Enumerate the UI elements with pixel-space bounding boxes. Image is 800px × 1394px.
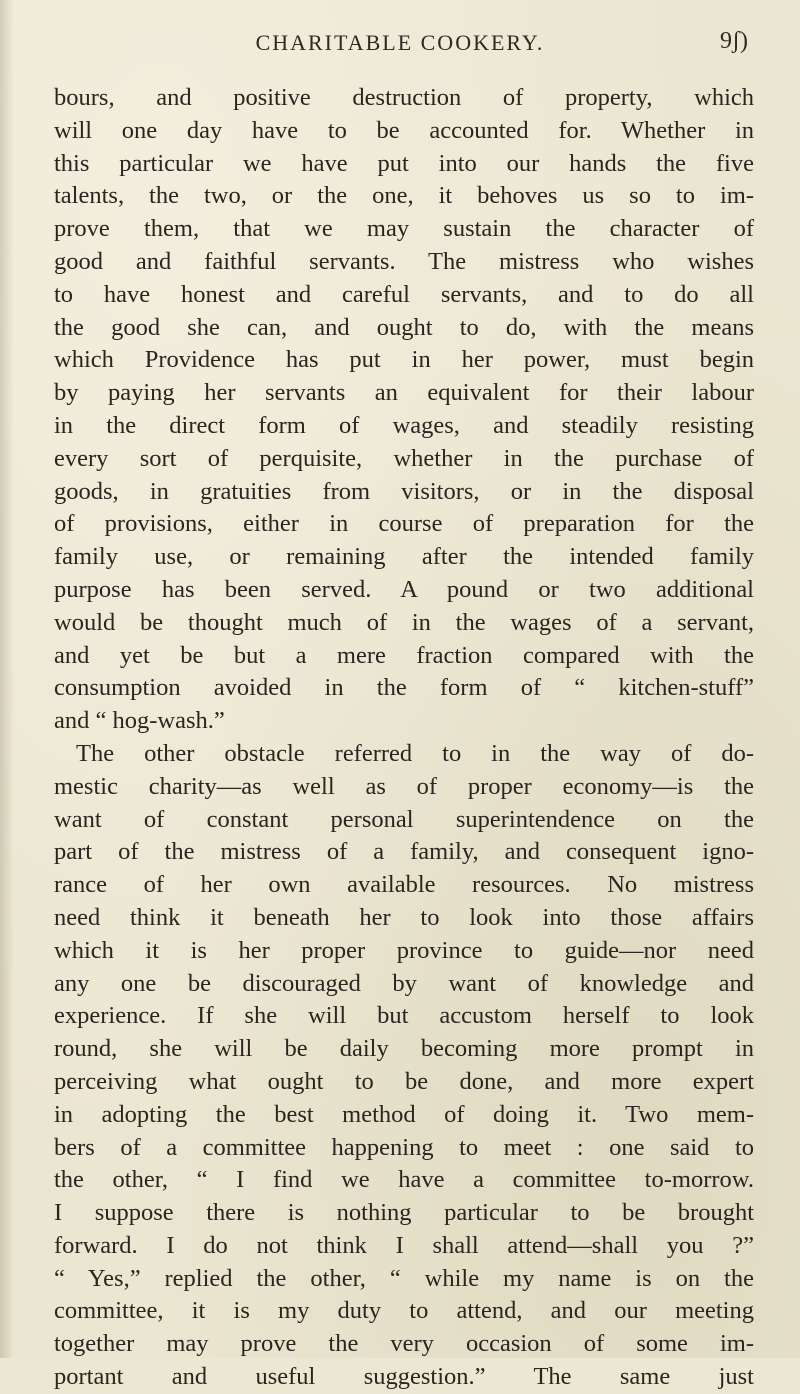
text-line: and yet be but a mere fraction compared with the xyxy=(54,641,754,669)
text-line: the good she can, and ought to do, with the means xyxy=(54,313,754,341)
text-line: consumption avoided in the form of “ kitchen-stuff” xyxy=(54,674,754,702)
page-gutter-shadow xyxy=(0,0,14,1358)
text-line: The other obstacle referred to in the way of do- xyxy=(76,739,754,767)
text-line: in the direct form of wages, and steadily resisting xyxy=(54,411,754,439)
text-line: would be thought much of in the wages of a servant, xyxy=(54,608,754,636)
text-line: talents, the two, or the one, it behoves us so to im- xyxy=(54,182,754,210)
text-line: need think it beneath her to look into those affairs xyxy=(54,903,754,931)
text-line: bers of a committee happening to meet : one said to xyxy=(54,1133,754,1161)
running-title: CHARITABLE COOKERY. xyxy=(255,30,545,55)
text-line: committee, it is my duty to attend, and our meeting xyxy=(54,1297,754,1325)
text-line: of provisions, either in course of preparation for the xyxy=(54,510,754,538)
text-line: in adopting the best method of doing it. Two mem- xyxy=(54,1100,754,1128)
text-line: experience. If she will but accustom herself to look xyxy=(54,1002,754,1030)
text-line: the other, “ I find we have a committee to-morrow. xyxy=(54,1166,754,1194)
text-line: rance of her own available resources. No mistress xyxy=(54,871,754,899)
text-line: “ Yes,” replied the other, “ while my name is on the xyxy=(54,1264,754,1292)
text-line: purpose has been served. A pound or two additional xyxy=(54,575,754,603)
text-line: any one be discouraged by want of knowledge and xyxy=(54,969,754,997)
text-line: good and faithful servants. The mistress who wishes xyxy=(54,247,754,275)
text-line: want of constant personal superintendence on the xyxy=(54,805,754,833)
text-line: perceiving what ought to be done, and more expert xyxy=(54,1067,754,1095)
text-line: together may prove the very occasion of some im- xyxy=(54,1330,754,1358)
text-line: round, she will be daily becoming more prompt in xyxy=(54,1035,754,1063)
text-line: I suppose there is nothing particular to be brought xyxy=(54,1199,754,1227)
page-number: 9ʃ) xyxy=(720,28,748,54)
text-line: and “ hog-wash.” xyxy=(54,707,225,735)
text-line: by paying her servants an equivalent for their labour xyxy=(54,379,754,407)
running-head xyxy=(0,30,800,60)
text-line: portant and useful suggestion.” The same just xyxy=(54,1363,754,1391)
text-line: family use, or remaining after the intended family xyxy=(54,543,754,571)
text-line: which Providence has put in her power, must begin xyxy=(54,346,754,374)
text-line: which it is her proper province to guide—nor need xyxy=(54,936,754,964)
text-line: every sort of perquisite, whether in the purchase of xyxy=(54,444,754,472)
text-line: to have honest and careful servants, and to do all xyxy=(54,280,754,308)
body-text xyxy=(54,82,754,1394)
text-line: forward. I do not think I shall attend—shall you ?” xyxy=(54,1231,754,1259)
text-line: prove them, that we may sustain the character of xyxy=(54,215,754,243)
text-line: mestic charity—as well as of proper economy—is the xyxy=(54,772,754,800)
text-line: this particular we have put into our hands the five xyxy=(54,149,754,177)
text-line: goods, in gratuities from visitors, or in the disposal xyxy=(54,477,754,505)
text-line: part of the mistress of a family, and consequent igno- xyxy=(54,838,754,866)
text-line: bours, and positive destruction of property, which xyxy=(54,84,754,111)
text-line: will one day have to be accounted for. Whether in xyxy=(54,116,754,144)
